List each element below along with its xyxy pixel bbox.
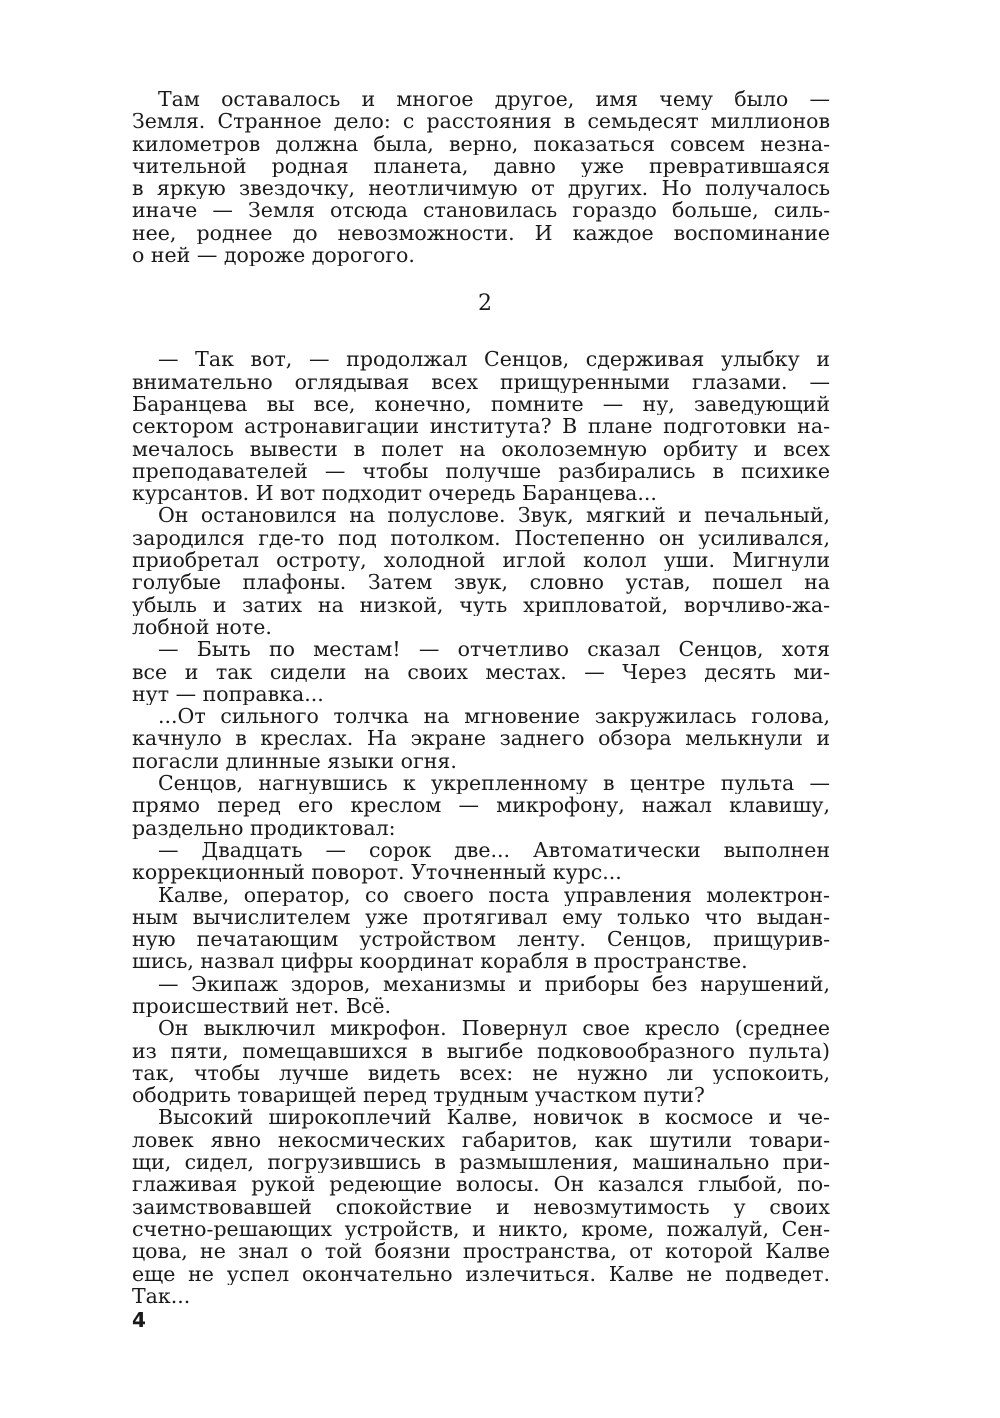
- text-line: иначе — Земля отсюда становилась гораздо больше, силь-: [132, 199, 830, 222]
- text-line: чительной родная планета, давно уже превратившаяся: [132, 154, 830, 178]
- text-line: курсантов. И вот подходит очередь Баранцева...: [132, 482, 657, 505]
- text-line: преподавателей — чтобы получше разбирались в психике: [132, 459, 830, 483]
- text-line: Сенцов, нагнувшись к укрепленному в центре пульта —: [158, 772, 830, 795]
- text-line: приобретал остроту, холодной иглой колол уши. Мигнули: [132, 549, 830, 572]
- text-line: прямо перед его креслом — микрофону, нажал клавишу,: [132, 794, 830, 817]
- text-line: километров должна была, верно, показаться совсем незна-: [132, 132, 830, 155]
- text-line: все и так сидели на своих местах. — Через десять ми-: [132, 660, 830, 683]
- text-line: из пяти, помещавшихся в выгибе подковообразного пульта): [132, 1039, 830, 1062]
- text-line: глаживая рукой редеющие волосы. Он казался глыбой, по-: [132, 1173, 830, 1196]
- text-line: Там оставалось и многое другое, имя чему было —: [158, 88, 830, 111]
- text-line: качнуло в креслах. На экране заднего обзора мелькнули и: [132, 727, 830, 750]
- text-line: — Двадцать — сорок две... Автоматически выполнен: [158, 838, 830, 862]
- text-line: шись, назвал цифры координат корабля в пространстве.: [132, 950, 748, 973]
- text-line: мечалось вывести в полет на околоземную орбиту и всех: [132, 437, 830, 460]
- text-line: Высокий широкоплечий Калве, новичок в космосе и че-: [158, 1106, 830, 1129]
- text-line: зародился где-то под потолком. Постепенно он усиливался,: [132, 526, 830, 550]
- text-line: Он выключил микрофон. Повернул свое кресло (среднее: [158, 1017, 830, 1040]
- text-line: — Так вот, — продолжал Сенцов, сдерживая улыбку и: [158, 348, 830, 371]
- text-line: заимствовавшей спокойствие и невозмутимость у своих: [132, 1195, 830, 1218]
- intro-paragraph: [132, 88, 830, 266]
- text-line: погасли длинные языки огня.: [132, 749, 457, 773]
- chapter-number: 2: [478, 291, 492, 317]
- text-line: Так...: [132, 1284, 191, 1308]
- text-line: ловек явно некосмических габаритов, как шутили товари-: [132, 1128, 830, 1152]
- text-line: еще не успел окончательно излечиться. Калве не подведет.: [132, 1262, 830, 1285]
- text-line: Он остановился на полуслове. Звук, мягкий и печальный,: [158, 504, 830, 527]
- text-line: раздельно продиктовал:: [132, 816, 396, 839]
- chapter-text: [132, 348, 830, 1307]
- text-line: происшествий нет. Всё.: [132, 994, 392, 1018]
- text-line: о ней — дороже дорогого.: [132, 244, 415, 267]
- text-line: сектором астронавигации института? В плане подготовки на-: [132, 415, 830, 438]
- text-line: внимательно оглядывая всех прищуренными глазами. —: [132, 370, 830, 393]
- text-line: лобной ноте.: [132, 615, 272, 639]
- book-page: [132, 88, 830, 1307]
- text-line: в яркую звездочку, неотличимую от других. Но получалось: [132, 177, 830, 200]
- text-line: Баранцева вы все, конечно, помните — ну, заведующий: [132, 392, 830, 416]
- text-line: ную печатающим устройством ленту. Сенцов, прищурив-: [132, 928, 830, 951]
- text-line: голубые плафоны. Затем звук, словно устав, пошел на: [132, 571, 830, 594]
- text-line: коррекционный поворот. Уточненный курс...: [132, 861, 622, 884]
- text-line: так, чтобы лучше видеть всех: не нужно ли успокоить,: [132, 1061, 830, 1085]
- text-line: ным вычислителем уже протягивал ему только что выдан-: [132, 905, 830, 929]
- text-line: — Экипаж здоров, механизмы и приборы без нарушений,: [158, 972, 830, 995]
- page-number: 4: [132, 1308, 146, 1332]
- text-line: ...От сильного толчка на мгновение закружилась голова,: [158, 705, 830, 728]
- text-line: Калве, оператор, со своего поста управления молектрон-: [158, 883, 830, 906]
- text-line: Земля. Странное дело: с расстояния в семьдесят миллионов: [132, 110, 830, 133]
- text-line: убыль и затих на низкой, чуть хрипловатой, ворчливо-жа-: [132, 593, 830, 616]
- text-line: цова, не знал о той боязни пространства, от которой Калве: [132, 1240, 830, 1263]
- text-line: — Быть по местам! — отчетливо сказал Сенцов, хотя: [158, 638, 830, 661]
- text-line: счетно-решающих устройств, и никто, кроме, пожалуй, Сен-: [132, 1217, 830, 1241]
- text-line: нее, роднее до невозможности. И каждое воспоминание: [132, 221, 830, 245]
- text-line: ободрить товарищей перед трудным участком пути?: [132, 1084, 705, 1107]
- text-line: нут — поправка...: [132, 682, 324, 706]
- text-line: щи, сидел, погрузившись в размышления, машинально при-: [132, 1151, 830, 1174]
